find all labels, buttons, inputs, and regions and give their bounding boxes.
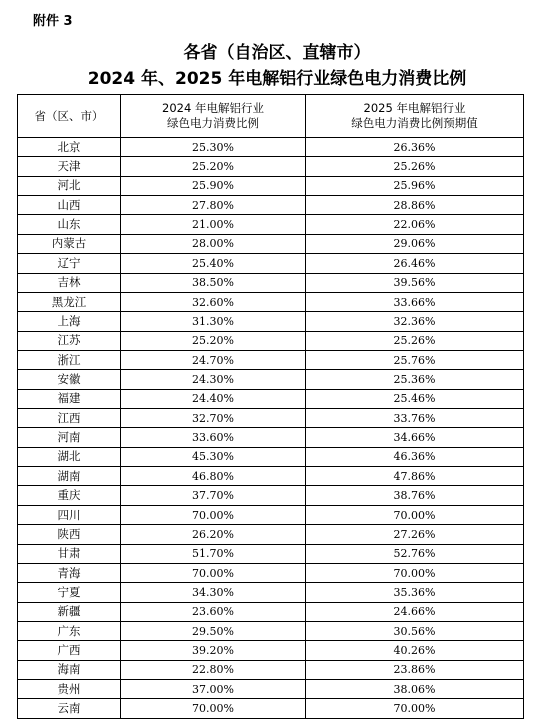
- cell-province: 海南: [18, 660, 121, 679]
- cell-2024-ratio: 24.40%: [121, 389, 306, 408]
- cell-2024-ratio: 39.20%: [121, 641, 306, 660]
- table-row: [18, 312, 524, 331]
- header-2025-line2: 绿色电力消费比例预期值: [351, 116, 478, 130]
- cell-province: 天津: [18, 157, 121, 176]
- attachment-label: 附件 3: [33, 14, 73, 29]
- table-row: [18, 215, 524, 234]
- cell-province: 湖南: [18, 467, 121, 486]
- cell-province: 辽宁: [18, 254, 121, 273]
- table-row: [18, 621, 524, 640]
- cell-province: 四川: [18, 505, 121, 524]
- cell-2024-ratio: 22.80%: [121, 660, 306, 679]
- cell-2025-ratio: 32.36%: [306, 312, 524, 331]
- cell-2024-ratio: 70.00%: [121, 505, 306, 524]
- cell-2025-ratio: 70.00%: [306, 505, 524, 524]
- cell-province: 山西: [18, 196, 121, 215]
- cell-2024-ratio: 70.00%: [121, 563, 306, 582]
- cell-2025-ratio: 30.56%: [306, 621, 524, 640]
- cell-2025-ratio: 39.56%: [306, 273, 524, 292]
- cell-2024-ratio: 70.00%: [121, 699, 306, 718]
- cell-2025-ratio: 29.06%: [306, 234, 524, 253]
- cell-province: 贵州: [18, 680, 121, 699]
- cell-2024-ratio: 25.40%: [121, 254, 306, 273]
- cell-2024-ratio: 23.60%: [121, 602, 306, 621]
- cell-2024-ratio: 25.90%: [121, 176, 306, 195]
- cell-province: 陕西: [18, 525, 121, 544]
- cell-province: 山东: [18, 215, 121, 234]
- cell-2024-ratio: 32.70%: [121, 409, 306, 428]
- cell-province: 安徽: [18, 370, 121, 389]
- cell-2024-ratio: 25.30%: [121, 138, 306, 157]
- cell-province: 北京: [18, 138, 121, 157]
- cell-2025-ratio: 47.86%: [306, 467, 524, 486]
- table-row: [18, 467, 524, 486]
- table-row: [18, 563, 524, 582]
- cell-2025-ratio: 52.76%: [306, 544, 524, 563]
- cell-2024-ratio: 37.70%: [121, 486, 306, 505]
- cell-province: 吉林: [18, 273, 121, 292]
- cell-2024-ratio: 26.20%: [121, 525, 306, 544]
- cell-2025-ratio: 25.36%: [306, 370, 524, 389]
- cell-2025-ratio: 24.66%: [306, 602, 524, 621]
- table-row: [18, 176, 524, 195]
- cell-2025-ratio: 25.26%: [306, 157, 524, 176]
- cell-2024-ratio: 32.60%: [121, 292, 306, 311]
- table-row: [18, 641, 524, 660]
- table-row: [18, 350, 524, 369]
- cell-province: 新疆: [18, 602, 121, 621]
- table-row: [18, 505, 524, 524]
- cell-province: 宁夏: [18, 583, 121, 602]
- cell-province: 河北: [18, 176, 121, 195]
- header-2025-line1: 2025 年电解铝行业: [363, 101, 466, 115]
- table-row: [18, 525, 524, 544]
- cell-2025-ratio: 27.26%: [306, 525, 524, 544]
- cell-province: 黑龙江: [18, 292, 121, 311]
- cell-2024-ratio: 38.50%: [121, 273, 306, 292]
- cell-province: 广东: [18, 621, 121, 640]
- table-row: [18, 409, 524, 428]
- cell-province: 湖北: [18, 447, 121, 466]
- table-row: [18, 486, 524, 505]
- cell-province: 重庆: [18, 486, 121, 505]
- cell-2025-ratio: 25.46%: [306, 389, 524, 408]
- cell-province: 浙江: [18, 350, 121, 369]
- cell-province: 甘肃: [18, 544, 121, 563]
- cell-2025-ratio: 70.00%: [306, 563, 524, 582]
- cell-2025-ratio: 35.36%: [306, 583, 524, 602]
- table-row: [18, 447, 524, 466]
- header-province: 省（区、市）: [18, 95, 121, 138]
- cell-2024-ratio: 33.60%: [121, 428, 306, 447]
- table-row: [18, 428, 524, 447]
- cell-2025-ratio: 26.46%: [306, 254, 524, 273]
- cell-2024-ratio: 27.80%: [121, 196, 306, 215]
- table-row: [18, 370, 524, 389]
- cell-province: 上海: [18, 312, 121, 331]
- cell-2024-ratio: 29.50%: [121, 621, 306, 640]
- header-2024-line2: 绿色电力消费比例: [167, 116, 259, 130]
- cell-2025-ratio: 34.66%: [306, 428, 524, 447]
- cell-2024-ratio: 25.20%: [121, 157, 306, 176]
- cell-province: 广西: [18, 641, 121, 660]
- cell-2025-ratio: 38.06%: [306, 680, 524, 699]
- green-power-ratio-table: [17, 94, 524, 719]
- cell-2024-ratio: 24.30%: [121, 370, 306, 389]
- table-row: [18, 157, 524, 176]
- cell-2025-ratio: 26.36%: [306, 138, 524, 157]
- cell-2024-ratio: 28.00%: [121, 234, 306, 253]
- cell-province: 青海: [18, 563, 121, 582]
- cell-2025-ratio: 28.86%: [306, 196, 524, 215]
- table-row: [18, 699, 524, 718]
- cell-2025-ratio: 38.76%: [306, 486, 524, 505]
- cell-2024-ratio: 51.70%: [121, 544, 306, 563]
- table-row: [18, 254, 524, 273]
- table-row: [18, 292, 524, 311]
- document-title-line2: 2024 年、2025 年电解铝行业绿色电力消费比例: [87, 69, 467, 89]
- cell-2025-ratio: 25.76%: [306, 350, 524, 369]
- table-row: [18, 583, 524, 602]
- cell-2024-ratio: 21.00%: [121, 215, 306, 234]
- cell-2025-ratio: 33.66%: [306, 292, 524, 311]
- cell-2025-ratio: 40.26%: [306, 641, 524, 660]
- table-row: [18, 544, 524, 563]
- cell-2024-ratio: 34.30%: [121, 583, 306, 602]
- document-title-line1: 各省（自治区、直辖市）: [183, 43, 371, 63]
- cell-province: 云南: [18, 699, 121, 718]
- table-row: [18, 273, 524, 292]
- cell-2024-ratio: 37.00%: [121, 680, 306, 699]
- table-row: [18, 331, 524, 350]
- cell-province: 福建: [18, 389, 121, 408]
- header-2025-ratio: [306, 95, 524, 138]
- cell-2025-ratio: 46.36%: [306, 447, 524, 466]
- cell-2024-ratio: 45.30%: [121, 447, 306, 466]
- cell-2024-ratio: 46.80%: [121, 467, 306, 486]
- table-row: [18, 196, 524, 215]
- table-row: [18, 680, 524, 699]
- table-row: [18, 389, 524, 408]
- header-2024-ratio: [121, 95, 306, 138]
- cell-province: 江苏: [18, 331, 121, 350]
- cell-2025-ratio: 23.86%: [306, 660, 524, 679]
- cell-2024-ratio: 31.30%: [121, 312, 306, 331]
- cell-2024-ratio: 24.70%: [121, 350, 306, 369]
- cell-province: 河南: [18, 428, 121, 447]
- table-row: [18, 602, 524, 621]
- table-row: [18, 660, 524, 679]
- table-row: [18, 234, 524, 253]
- cell-province: 内蒙古: [18, 234, 121, 253]
- cell-2025-ratio: 70.00%: [306, 699, 524, 718]
- table-header-row: [18, 95, 524, 138]
- cell-2025-ratio: 22.06%: [306, 215, 524, 234]
- table-row: [18, 138, 524, 157]
- cell-2025-ratio: 33.76%: [306, 409, 524, 428]
- header-2024-line1: 2024 年电解铝行业: [162, 101, 264, 115]
- cell-province: 江西: [18, 409, 121, 428]
- cell-2025-ratio: 25.26%: [306, 331, 524, 350]
- cell-2025-ratio: 25.96%: [306, 176, 524, 195]
- cell-2024-ratio: 25.20%: [121, 331, 306, 350]
